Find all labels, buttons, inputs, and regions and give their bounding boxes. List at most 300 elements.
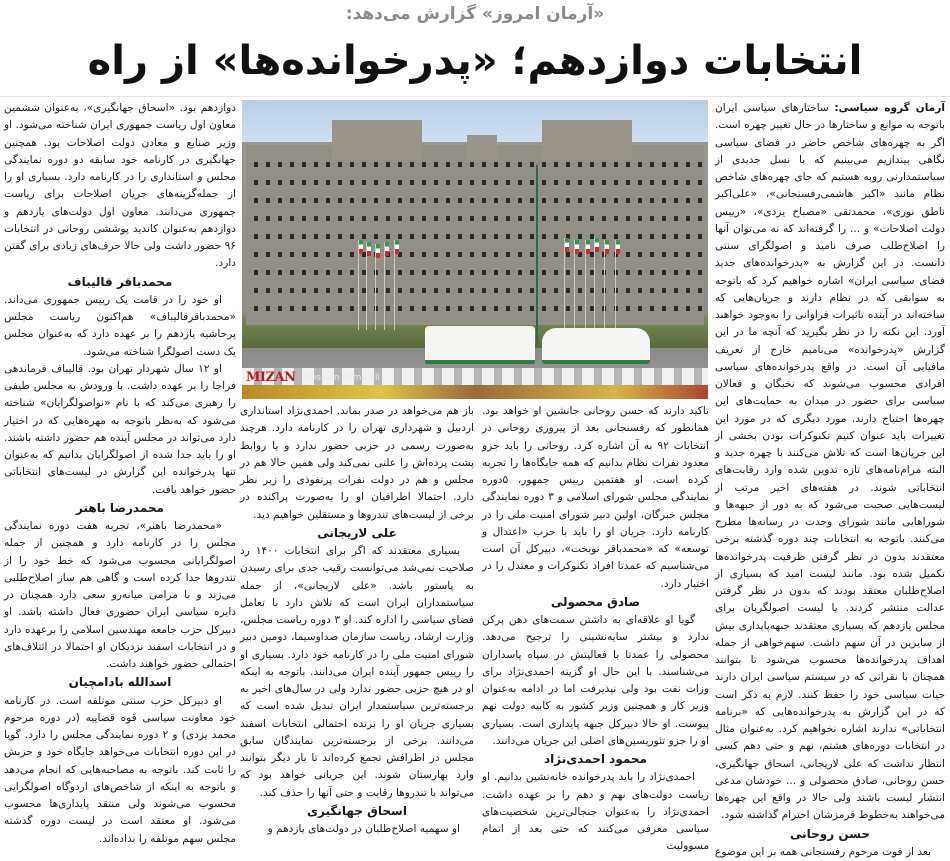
- window: [578, 162, 582, 167]
- window: [494, 216, 498, 221]
- window: [254, 306, 258, 311]
- subheading-badamchian: اسدالله بادامچیان: [68, 675, 172, 690]
- window: [326, 234, 330, 239]
- subheading-jahangiri: اسحاق جهانگیری: [307, 803, 407, 818]
- window: [470, 234, 474, 239]
- paragraph: او ۱۲ سال شهردار تهران بود. قالیباف فرماندهی فراجا را بر عهده داشت. با ورودش به مجلس طیفی را رهبری می‌کند که با نام «نواصولگرایان» شناخته می‌شود که به‌نظر باتوجه به مهره‌هایی که در اختیار دارد می‌تواند در مجلس آینده هم حضور داشته باشند. او را باید جدا شده از اصولگرایان بدانیم که به‌عنوان تنها پدرخوانده این گزارش در لیست‌های انتخاباتی حضور خواهد یافت.: [4, 362, 236, 496]
- window: [278, 198, 282, 203]
- paragraph: گویا او علاقه‌ای به داشتن سمت‌های دهن پرکن ندارد و بیشتر سایه‌نشینی را ترجیح می‌دهد. محصولی را عمدتا با فعالیتش در سپاه پاسداران می‌شناسند. با این حال او گزینه احمدی‌نژاد برای وزات نفت بود ولی نپذیرفت اما در ادامه به‌عنوان وزیر کار و همچنین وزیر کشور به کابیه دولت نهم پیوست. او حالا دبیرکل جبهه پایداری است. بسیاری او را جزو تئوریسین‌های اصلی این جریان می‌دانند.: [482, 614, 709, 747]
- window: [554, 216, 558, 221]
- window: [506, 288, 510, 293]
- window: [530, 198, 534, 203]
- window: [638, 270, 642, 275]
- window: [254, 180, 258, 185]
- window: [506, 306, 510, 311]
- window: [290, 270, 294, 275]
- paragraph: «محمدرضا باهنر»، تجربه هفت دوره نمایندگی مجلس را در کارنامه دارد و همچنین از جمله اصولگرایانی محسوب می‌شود که خط خود را از تندروها جدا کرده است و گاهی هم ساز اصلاح‌طلبی می‌زند و با مرامی میانه‌رو سعی دارد همچنان در دایره سیاسی ایران حضوری فعال داشته باشد. او دبیرکل حزب جامعه مهندسین اسلامی را برعهده دارد و در انتخابات اسفند نزدیکان او احتمالا در ائتلاف‌های احتمالی حضور خواهند داشت.: [4, 520, 236, 670]
- window: [626, 288, 630, 293]
- window: [314, 306, 318, 311]
- window: [350, 198, 354, 203]
- window: [494, 180, 498, 185]
- window: [422, 288, 426, 293]
- police-pickup: [425, 326, 535, 364]
- window: [542, 252, 546, 257]
- lamp-post: [536, 165, 538, 345]
- window: [554, 252, 558, 257]
- window: [254, 288, 258, 293]
- window: [530, 288, 534, 293]
- window: [254, 216, 258, 221]
- window: [638, 252, 642, 257]
- window: [686, 180, 690, 185]
- window: [614, 234, 618, 239]
- window: [338, 234, 342, 239]
- window: [674, 162, 678, 167]
- subheading-rouhani: حسن روحانی: [789, 826, 870, 841]
- window: [626, 270, 630, 275]
- window: [602, 162, 606, 167]
- window: [410, 306, 414, 311]
- window: [266, 162, 270, 167]
- window: [470, 306, 474, 311]
- window: [470, 216, 474, 221]
- window: [542, 216, 546, 221]
- window: [686, 198, 690, 203]
- article-column-1: [715, 100, 945, 861]
- window: [626, 162, 630, 167]
- window: [446, 234, 450, 239]
- window: [554, 198, 558, 203]
- window: [662, 306, 666, 311]
- window: [386, 180, 390, 185]
- window: [446, 252, 450, 257]
- window: [662, 198, 666, 203]
- window: [446, 198, 450, 203]
- window: [446, 306, 450, 311]
- window: [494, 270, 498, 275]
- window: [266, 180, 270, 185]
- flag: [359, 240, 363, 254]
- window: [434, 252, 438, 257]
- window: [518, 270, 522, 275]
- window: [494, 162, 498, 167]
- window: [530, 306, 534, 311]
- window: [566, 162, 570, 167]
- window: [650, 270, 654, 275]
- window: [266, 288, 270, 293]
- window: [278, 270, 282, 275]
- window: [686, 216, 690, 221]
- flag: [565, 238, 569, 252]
- window: [518, 180, 522, 185]
- window: [578, 270, 582, 275]
- article-photo: [242, 100, 708, 399]
- paragraph: احمدی‌نژاد را باید پدرخوانده خانه‌نشین بدانیم. او ریاست دولت‌های نهم و دهم را بر عهده داشت. احمدی‌نژاد را به‌عنوان جنجالی‌ترین شخصیت‌های سیاسی معرفی می‌کنند که حتی بعد از اتمام مسوولیت: [482, 771, 709, 853]
- window: [434, 216, 438, 221]
- window: [386, 270, 390, 275]
- window: [374, 180, 378, 185]
- window: [362, 162, 366, 167]
- window: [254, 234, 258, 239]
- window: [362, 198, 366, 203]
- window: [674, 234, 678, 239]
- window: [458, 216, 462, 221]
- window: [410, 252, 414, 257]
- window: [482, 288, 486, 293]
- window: [650, 252, 654, 257]
- window: [494, 288, 498, 293]
- window: [482, 180, 486, 185]
- window: [290, 180, 294, 185]
- window: [698, 234, 702, 239]
- flag: [586, 240, 590, 254]
- window: [458, 252, 462, 257]
- window: [662, 180, 666, 185]
- window: [458, 162, 462, 167]
- window: [278, 288, 282, 293]
- window: [530, 234, 534, 239]
- window: [578, 234, 582, 239]
- window: [338, 270, 342, 275]
- window: [470, 180, 474, 185]
- window: [482, 198, 486, 203]
- window: [698, 306, 702, 311]
- window: [290, 216, 294, 221]
- window: [662, 162, 666, 167]
- window: [458, 198, 462, 203]
- window: [566, 180, 570, 185]
- window: [674, 216, 678, 221]
- window: [266, 198, 270, 203]
- window: [578, 180, 582, 185]
- window: [326, 288, 330, 293]
- window: [434, 198, 438, 203]
- window: [338, 288, 342, 293]
- window: [290, 288, 294, 293]
- flag: [575, 240, 579, 254]
- window: [458, 234, 462, 239]
- window: [290, 162, 294, 167]
- window: [638, 234, 642, 239]
- paragraph: دوازدهم بود. «اسحاق جهانگیری»، به‌عنوان ششمین معاون اول ریاست جمهوری ایران شناخته می‌شود. او وزیر صنایع و معادن دولت اصلاحات بود. همچنین جهانگیری در کارنامه خود سابقه دو دوره نمایندگی مجلس و استانداری را در کارنامه دارد. بسیاری او را از جمله‌گزینه‌های جریان اصلاحات برای ریاست جمهوری می‌دانند. معاون اول دولت‌های یازدهم و دوازدهم به‌عنوان کاندید پوششی روحانی در انتخابات ۹۶ حضور داشت ولی حالا حرف‌های زیادی برای گفتن دارد.: [4, 102, 236, 270]
- window: [638, 198, 642, 203]
- window: [686, 162, 690, 167]
- window: [578, 198, 582, 203]
- window: [290, 306, 294, 311]
- window: [362, 180, 366, 185]
- window: [698, 198, 702, 203]
- window: [650, 198, 654, 203]
- window: [446, 216, 450, 221]
- window: [386, 234, 390, 239]
- window: [398, 216, 402, 221]
- window: [350, 288, 354, 293]
- window: [602, 180, 606, 185]
- window: [434, 162, 438, 167]
- window: [530, 252, 534, 257]
- window: [482, 234, 486, 239]
- window: [278, 234, 282, 239]
- window: [650, 288, 654, 293]
- window: [254, 198, 258, 203]
- window: [302, 252, 306, 257]
- window: [674, 198, 678, 203]
- paragraph: بعد از فوت مرحوم رفسنجانی همه بر این موضوع: [715, 845, 931, 858]
- window: [290, 198, 294, 203]
- window: [338, 198, 342, 203]
- window: [458, 306, 462, 311]
- window: [638, 288, 642, 293]
- window: [494, 234, 498, 239]
- window: [374, 198, 378, 203]
- window: [518, 234, 522, 239]
- subheading-ghalibaf: محمدباقر قالیباف: [67, 274, 173, 289]
- paragraph: تاکید دارند که حسن روحانی جانشین او خواهد بود. همانطور که رفسنجانی بعد از پیروزی روحانی در انتخابات ۹۲ به آن اشاره کرد. روحانی را باید جزو معدود نفرات نظام بدانیم که همه جایگاه‌ها را تجربه کرده است. او هفتمین رییس جمهور، ۵دوره نمایندگی مجلس شورای اسلامی و ۳ دوره نمایندگی مجلس خبرگان، اولین دبیر شورای امنیت ملی را در کارنامه دارد. جریان او را باید با حزب «اعتدال و توسعه» که «محمدباقر نوبخت»، دبیرکل آن است می‌شناسیم که عمدتا افراد تکنوکرات و معتدل را در اختیار دارد.: [482, 405, 709, 590]
- window: [578, 288, 582, 293]
- paragraph: باز هم می‌خواهد در صدر بماند. احمدی‌نژاد استانداری اردبیل و شهرداری تهران را در کارنامه دارد. هرچند به‌صورت رسمی در حزبی حضور ندارد و یا روابط پشت پرده‌اش را علنی نمی‌کند ولی همین حالا هم در مجلس و هم در دولت نفرات پرنفوذی را زیر نظر دارد. احتمالا اطرافیان او را به‌صورت پراکنده در برخی از لیست‌های تندروها و مستقلین خواهیم دید.: [240, 405, 474, 521]
- window: [482, 306, 486, 311]
- window: [626, 198, 630, 203]
- window: [458, 180, 462, 185]
- window: [290, 234, 294, 239]
- window: [530, 270, 534, 275]
- window: [350, 234, 354, 239]
- photo-credit: Hossein Esmaeili: [304, 373, 380, 383]
- window: [434, 234, 438, 239]
- window: [554, 180, 558, 185]
- window: [590, 162, 594, 167]
- window: [266, 270, 270, 275]
- window: [326, 270, 330, 275]
- window: [650, 234, 654, 239]
- window: [434, 288, 438, 293]
- window: [638, 180, 642, 185]
- window: [434, 306, 438, 311]
- subheading-larijani: علی لاریجانی: [317, 525, 397, 540]
- subheading-mahsouli: صادق محصولی: [550, 594, 641, 609]
- window: [326, 252, 330, 257]
- article-column-3: [240, 403, 474, 838]
- window: [482, 216, 486, 221]
- subheading-ahmadinejad: محمود احمدی‌نژاد: [544, 752, 647, 766]
- window: [446, 180, 450, 185]
- window: [422, 162, 426, 167]
- window: [266, 252, 270, 257]
- window: [650, 306, 654, 311]
- window: [302, 216, 306, 221]
- window: [590, 180, 594, 185]
- window: [410, 234, 414, 239]
- window: [386, 288, 390, 293]
- window: [602, 198, 606, 203]
- window: [302, 198, 306, 203]
- window: [410, 180, 414, 185]
- window: [410, 216, 414, 221]
- window: [302, 270, 306, 275]
- window: [470, 252, 474, 257]
- window: [542, 306, 546, 311]
- window: [470, 270, 474, 275]
- window: [338, 162, 342, 167]
- window: [458, 270, 462, 275]
- window: [638, 162, 642, 167]
- window: [638, 306, 642, 311]
- window: [650, 216, 654, 221]
- window: [686, 288, 690, 293]
- window: [398, 198, 402, 203]
- window: [518, 216, 522, 221]
- window: [362, 234, 366, 239]
- window: [506, 198, 510, 203]
- window: [422, 216, 426, 221]
- window: [422, 180, 426, 185]
- window: [698, 288, 702, 293]
- window: [662, 252, 666, 257]
- window: [662, 216, 666, 221]
- lead-paragraph: آرمان گروه سیاسی: ساختارهای سیاسی ایران باتوجه به موانع و ساختارها در حال تغییر چهره است. اگر به چهره‌های شاخص حاضر در فضای سیاسی نگاهی بیندازیم می‌بینیم که با نسل جدیدی از سیاستمدارنی روبه هستیم که جای چهره‌های شاخص نظام مانند «اکبر هاشمی‌رفسنجانی»، «علی‌اکبر ناطق نوری»، محمدتقی «مصباح یزدی»، «رییس دولت اصلاحات» و ... را گرفته‌اند که نه می‌توان آنها را اصلاح‌طلب صرف نامید و اصولگرای سنتی دانست. در این گزارش به «پدرخوانده‌های جدید فضای سیاسی ایران» اشاره خواهیم کرد که باتوجه به سوابقی که در نظام دارند و جریان‌هایی که ساخته‌اند در آینده تاثیرات فراوانی را به‌وجود خواهند آورد. این نکته را در نظر بگیرید که آنچه ما در این گزارش «پدرخوانده» می‌نامیم خارج از تعریف مافیایی آن است. در واقع پدرخوانده‌های سیاسی افرادی محسوب می‌شوند که نخبگان و فعالان سیاسی برای حضور در میدان به حمایت‌های این چهره‌ها احتیاج دارند. مورد دیگری که در مورد این تغییرات باید عنوان کنیم تکنوکرات بودن بخشی از این جریان‌ها است که تلاش می‌کنند با چهره جدید و البته مرام‌نامه‌های تازه تدوین شده وارد رقابت‌های انتخاباتی شوند. در هفته‌های اخیر مرتب از لیست‌هایی صحبت می‌شود که به دور از جبهه‌ها و شوراهایی مانند شورای وحدت در رسانه‌ها مطرح می‌کنند. باتوجه به انتخابات چند دوره گذشته برخی معتقدند بدون در نظر گرفتن ظرفیت پدرخوانده‌ها تکمیل شده بود. مانند لیست امید که بسیاری از اصلاح‌طلبان معتقد بودند که بدون در نظر گرفتن عدالت منتشر کردند. یا لیست اصولگریان برای مجلس یازدهم که بسیاری معتقدند جبهه‌پایداری بیش از سایرین در آن سهم داشت. سهم‌خواهی از جمله اهداف پدرخوانده‌ها محسوب می‌شود تا بتوانند همچنان با نفراتی که در سیستم سیاسی ایران دارند حیات سیاسی خود را حفظ کنند. لازم به ذکر است که در این گزارش به پدرخوانده‌هایی که «برنامه انتخاباتی» ندارند اشاره نخواهیم کرد. به‌عنوان مثال در انتخابات دوره‌های هشتم، نهم و حتی دهم کسی انتظار نداشت که علی لاریجانی، اسحاق جهانگیری، حسن روحانی، صادق محصولی و ... خودشان مدعی انتشار لیست باشند ولی حالا در واقع این چهره‌ها می‌خواهند به‌خطوط قرمزشان احترام گذاشته شود.: [715, 102, 945, 822]
- window: [578, 306, 582, 311]
- window: [650, 180, 654, 185]
- window: [662, 270, 666, 275]
- window: [314, 198, 318, 203]
- window: [398, 162, 402, 167]
- window: [326, 162, 330, 167]
- window: [386, 162, 390, 167]
- window: [446, 270, 450, 275]
- window: [398, 270, 402, 275]
- window: [278, 162, 282, 167]
- window: [494, 198, 498, 203]
- paragraph: او دبیرکل حزب سنتی موتلفه است. در کارنامه خود معاونت سیاسی قوه قضاییه (در دوره مرحوم محمد یزدی) و ۲ دوره نمایندگی مجلس را دارد. گویا در این دوره انتخابات می‌خواهد جایگاه خود و حزبش را ثابت کند. باتوجه به مصاحبه‌هایی که انجام می‌دهد و باتوجه به اینکه از شاخص‌های اردوگاه اصولگرایی محسوب می‌شوند ولی منتقد پایداری‌ها محسوب می‌شود. او معتقد است در لیست دوره گذشته مجلس سهم موتلفه را نداده‌اند.: [4, 694, 236, 845]
- window: [314, 288, 318, 293]
- window: [554, 270, 558, 275]
- window: [542, 162, 546, 167]
- window: [374, 162, 378, 167]
- window: [470, 198, 474, 203]
- window: [314, 270, 318, 275]
- window: [566, 198, 570, 203]
- window: [686, 252, 690, 257]
- window: [338, 252, 342, 257]
- window: [506, 180, 510, 185]
- window: [554, 288, 558, 293]
- window: [386, 216, 390, 221]
- flag: [395, 240, 399, 254]
- window: [338, 306, 342, 311]
- window: [698, 216, 702, 221]
- window: [482, 162, 486, 167]
- window: [278, 216, 282, 221]
- window: [302, 306, 306, 311]
- window: [566, 216, 570, 221]
- window: [638, 216, 642, 221]
- window: [422, 198, 426, 203]
- window: [506, 162, 510, 167]
- window: [482, 252, 486, 257]
- window: [326, 216, 330, 221]
- window: [278, 180, 282, 185]
- window: [494, 252, 498, 257]
- window: [422, 270, 426, 275]
- window: [542, 180, 546, 185]
- window: [674, 180, 678, 185]
- window: [530, 162, 534, 167]
- window: [314, 234, 318, 239]
- window: [350, 306, 354, 311]
- window: [554, 306, 558, 311]
- window: [326, 198, 330, 203]
- window: [254, 252, 258, 257]
- window: [350, 252, 354, 257]
- window: [686, 270, 690, 275]
- flag: [595, 238, 599, 252]
- window: [266, 306, 270, 311]
- window: [590, 216, 594, 221]
- flag: [376, 244, 380, 258]
- window: [506, 270, 510, 275]
- window: [650, 162, 654, 167]
- window: [350, 180, 354, 185]
- window: [374, 234, 378, 239]
- flag: [605, 240, 609, 254]
- article-column-4: [4, 100, 236, 848]
- window: [266, 234, 270, 239]
- window: [686, 234, 690, 239]
- window: [494, 306, 498, 311]
- window: [314, 162, 318, 167]
- window: [314, 252, 318, 257]
- window: [542, 198, 546, 203]
- window: [530, 216, 534, 221]
- window: [302, 288, 306, 293]
- flag: [616, 240, 620, 254]
- window: [266, 216, 270, 221]
- window: [566, 306, 570, 311]
- window: [554, 162, 558, 167]
- window: [506, 216, 510, 221]
- window: [350, 162, 354, 167]
- window: [602, 216, 606, 221]
- window: [398, 306, 402, 311]
- window: [614, 198, 618, 203]
- window: [554, 234, 558, 239]
- window: [410, 288, 414, 293]
- window: [602, 234, 606, 239]
- window: [470, 288, 474, 293]
- window: [518, 288, 522, 293]
- paragraph: او سهمیه اصلاح‌طلبان در دولت‌های یازدهم و: [267, 823, 460, 835]
- window: [590, 198, 594, 203]
- flag: [367, 242, 371, 256]
- window: [362, 216, 366, 221]
- window: [674, 252, 678, 257]
- window: [518, 162, 522, 167]
- window: [506, 252, 510, 257]
- window: [542, 288, 546, 293]
- window: [434, 270, 438, 275]
- window: [614, 216, 618, 221]
- window: [518, 306, 522, 311]
- window: [674, 270, 678, 275]
- window: [506, 234, 510, 239]
- paragraph: بسیاری معتقدند که اگر برای انتخابات ۱۴۰۰ رد صلاحیت نمی‌شد می‌توانست رقیب جدی برای رسیدن به پاستور باشد. «علی لاریجانی»، از جمله سیاستمداران ایران است که تلاش دارد با تعامل فضای سیاسی را اداره کند. او ۳ دوره ریاست مجلس، وزارت ارشاد، ریاست سازمان صداوسیما، دومین دبیر شورای امنیت ملی را در کارنامه خود دارد. بسیاری او را رییس جمهور آینده ایران می‌دانند. باتوجه به اینکه او در هیچ حزبی حضور ندارد ولی در سال‌های اخیر به برجسته‌ترین سیاستمدار ایران تبدیل شده است که بسیاری جریان او را برنده احتمالی انتخابات اسفند می‌دانند. برخی از برجسته‌ترین نمایندگان سابق مجلس در اطرافش تجمع کرده‌اند تا بار دیگر بتوانند وارد بهارستان شوند. این جریانی خواهد بود که می‌تواند با تندروها رقابت و حتی آنها را حذف کند.: [240, 545, 474, 799]
- window: [626, 252, 630, 257]
- window: [386, 198, 390, 203]
- byline: آرمان گروه سیاسی:: [834, 102, 945, 114]
- window: [398, 234, 402, 239]
- window: [422, 252, 426, 257]
- window: [578, 216, 582, 221]
